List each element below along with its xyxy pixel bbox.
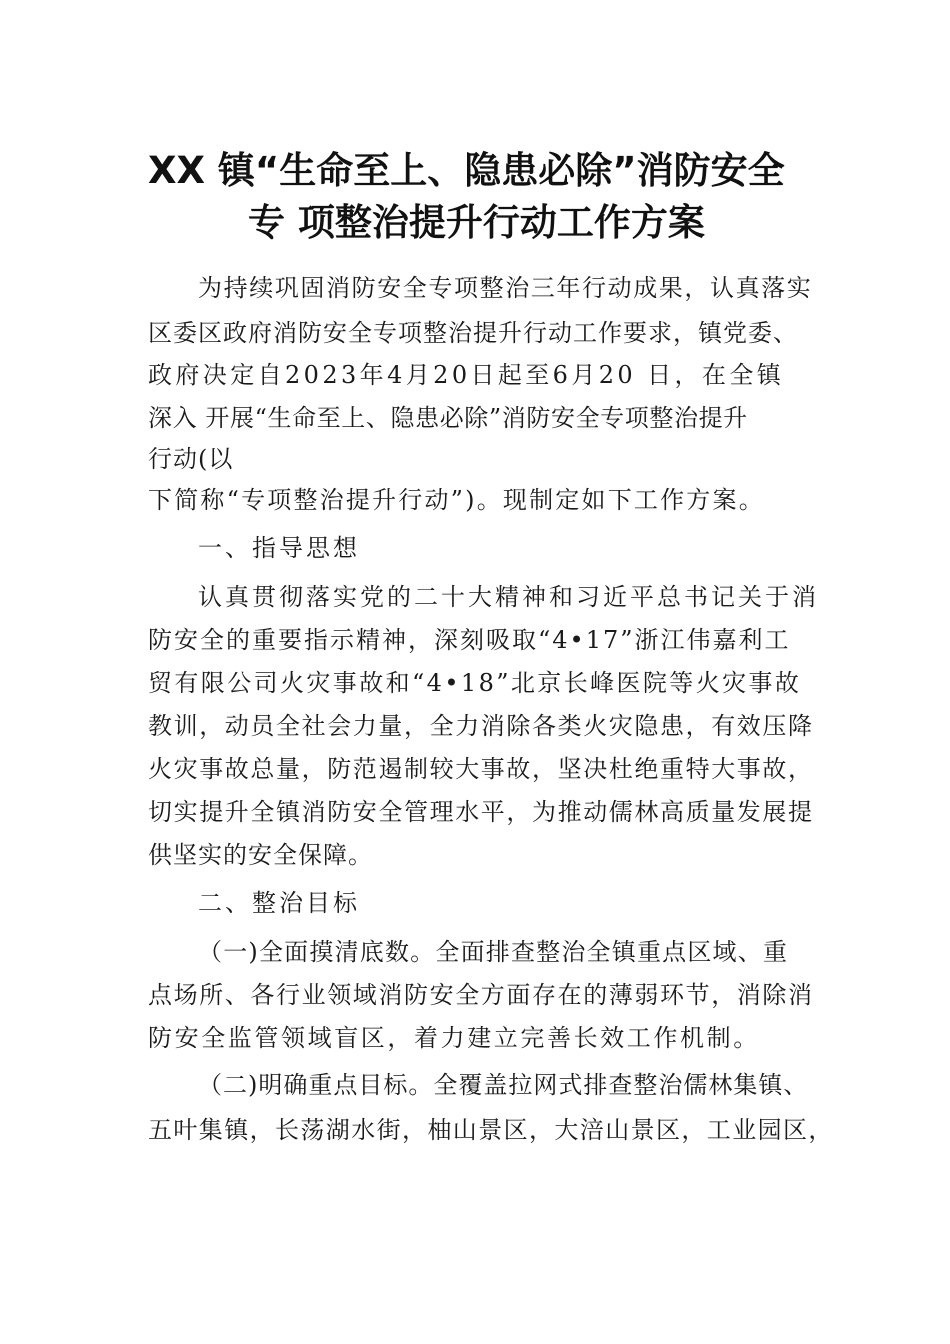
paragraph-line: 认真贯彻落实党的二十大精神和习近平总书记关于消 [198,583,819,611]
paragraph-line: 防安全的重要指示精神，深刻吸取“4•17”浙江伟嘉利工 [148,626,791,654]
paragraph-line: 区委区政府消防安全专项整治提升行动工作要求，镇党委、 [148,319,798,347]
paragraph-line: 火灾事故总量，防范遏制较大事故，坚决杜绝重特大事故， [148,755,814,783]
paragraph-line: 供坚实的安全保障。 [148,841,373,869]
paragraph-line: 行动(以 [148,445,234,473]
section-heading: 一、指导思想 [198,534,360,562]
paragraph-line: （二)明确重点目标。全覆盖拉网式排查整治儒林集镇、 [198,1071,809,1099]
paragraph-line: 五叶集镇，长荡湖水街，柚山景区，大涪山景区，工业园区， [148,1116,834,1144]
section-heading: 二、整治目标 [198,889,360,917]
paragraph-line: 深入 开展“生命至上、隐患必除”消防安全专项整治提升 [148,404,748,432]
paragraph-line: 防安全监管领域盲区，着力建立完善长效工作机制。 [148,1024,760,1052]
paragraph-line: （一)全面摸清底数。全面排查整治全镇重点区域、重 [198,938,789,966]
paragraph-line: 切实提升全镇消防安全管理水平，为推动儒林高质量发展提 [148,798,814,826]
paragraph-line: 政府决定自2023年4月20日起至6月20 日，在全镇 [148,361,785,389]
document-title-line-2: 专 项整治提升行动工作方案 [248,201,705,244]
paragraph-line: 教训，动员全社会力量，全力消除各类火灾隐患，有效压降 [148,712,814,740]
paragraph-line: 为持续巩固消防安全专项整治三年行动成果，认真落实 [198,274,813,302]
paragraph-line: 点场所、各行业领域消防安全方面存在的薄弱环节，消除消 [148,981,814,1009]
document-title-line-1: XX 镇“生命至上、隐患必除”消防安全 [148,149,785,192]
paragraph-line: 下简称“专项整治提升行动”)。现制定如下工作方案。 [148,486,765,514]
paragraph-line: 贸有限公司火灾事故和“4•18”北京长峰医院等火灾事故 [148,669,802,697]
